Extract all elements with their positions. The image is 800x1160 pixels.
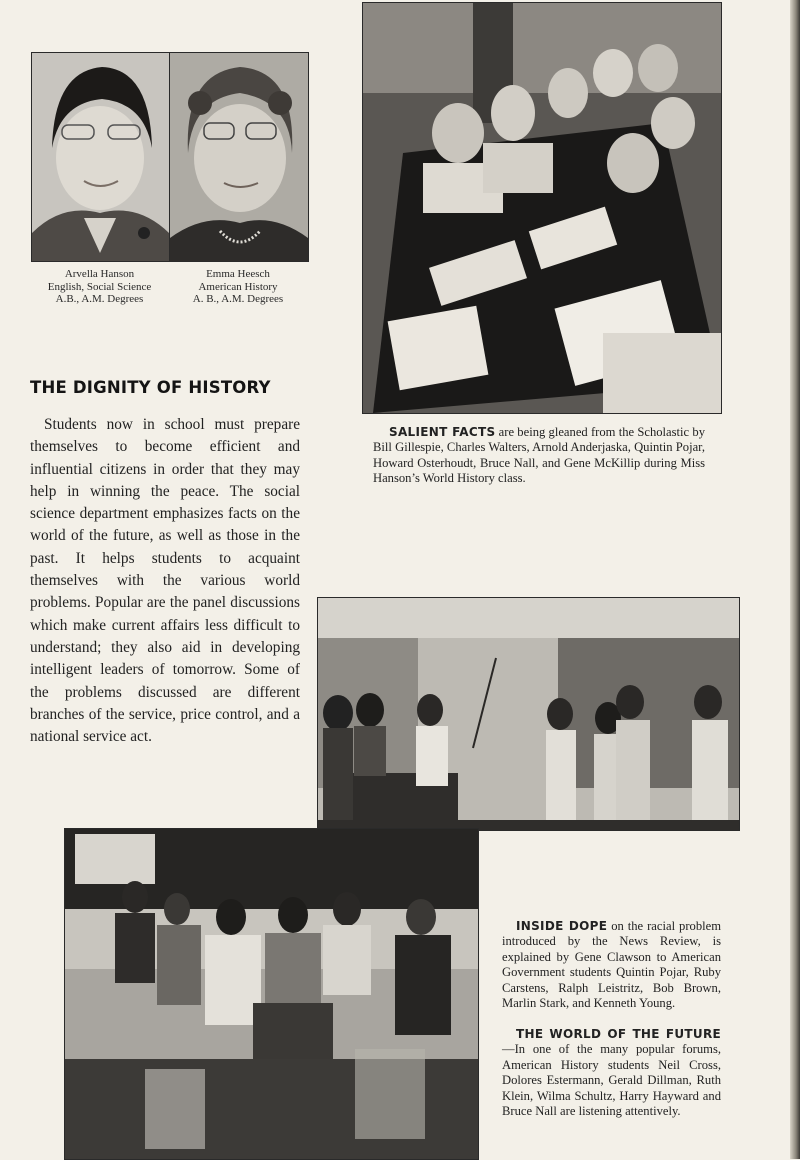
portrait-caption-heesch	[169, 268, 307, 306]
caption-lead: SALIENT FACTS	[389, 425, 496, 439]
page-edge	[790, 0, 800, 1159]
panel-discussion-photo	[317, 597, 740, 831]
portrait-degrees: A. B., A.M. Degrees	[192, 293, 284, 305]
caption-text: —In one of the many popular forums, American History students Neil Cross, Dolores Estermann, Gerald Dillman, Ruth Klein, Wilma Schultz, Harry Hayward and Bruce Nall are listening attentively.	[502, 1042, 721, 1119]
portrait-name: Emma Heesch	[206, 268, 270, 280]
portrait-caption-hanson	[31, 268, 168, 306]
article-body: Students now in school must prepare themselves to become efficient and influential citizens in order that they may help in winning the peace. The social science department emphasizes facts on the world of the future, as well as those in the past. It helps students to acquaint themselves with the various world problems. Popular are the panel discussions which make current affairs less difficult to understand; they also aid in developing intelligent leaders of tomorrow. Some of the problems discussed are different branches of the service, price control, and a national service act.	[30, 416, 300, 746]
portrait-name: Arvella Hanson	[64, 268, 135, 280]
caption-lead: THE WORLD OF THE FUTURE	[516, 1027, 721, 1041]
classroom-photo	[362, 2, 722, 414]
portrait-subject: English, Social Science	[47, 280, 152, 293]
portrait-subject: American History	[198, 280, 278, 293]
caption-lead: INSIDE DOPE	[516, 919, 608, 933]
portrait-photo-heesch	[169, 52, 309, 262]
seated-students-photo	[64, 828, 479, 1160]
caption-salient-facts	[373, 425, 705, 487]
article-title: THE DIGNITY OF HISTORY	[30, 378, 271, 397]
caption-inside-dope	[502, 919, 721, 1011]
portrait-degrees: A.B., A.M. Degrees	[55, 293, 144, 305]
caption-text: are being gleaned from the Scholastic by Bill Gillespie, Charles Walters, Arnold Anderjaska, Quintin Pojar, Howard Osterhoudt, Bruce Nall, and Gene McKillip during Miss Hanson’s World History class.	[373, 425, 705, 486]
caption-world-of-future	[502, 1027, 721, 1119]
portrait-photo-hanson	[31, 52, 170, 262]
caption-text: on the racial problem introduced by the News Review, is explained by Gene Clawson to American Government students Quintin Pojar, Ruby Carstens, Ralph Leistritz, Bob Brown, Marlin Stark, and Kenneth Young.	[502, 919, 721, 1011]
